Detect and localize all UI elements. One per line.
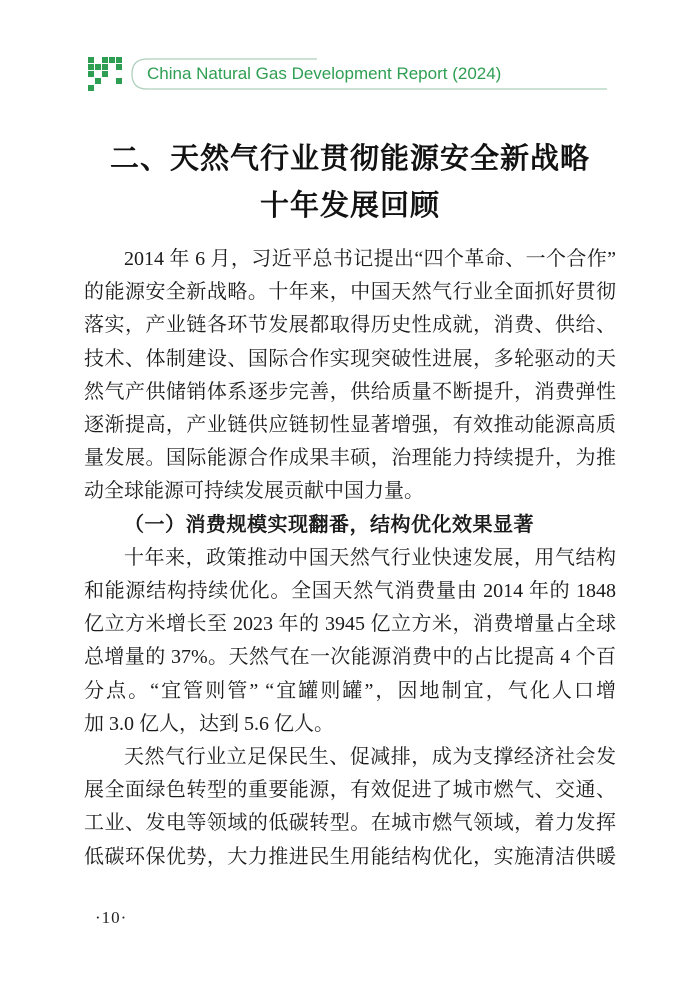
logo-pixel [102, 64, 108, 70]
chapter-title-line2: 十年发展回顾 [259, 190, 440, 222]
text-line: 动全球能源可持续发展贡献中国力量。 [84, 480, 424, 503]
text-line: 然气产供储销体系逐步完善，供给质量不断提升，消费弹性 [84, 380, 616, 403]
logo-pixel-empty [95, 57, 101, 63]
logo-pixel-empty [95, 85, 101, 91]
logo-pixel [88, 57, 94, 63]
body-text [84, 243, 616, 874]
logo-pixel [88, 71, 94, 77]
logo-pixel [95, 64, 101, 70]
logo-pixel [102, 71, 108, 77]
logo-pixel [88, 85, 94, 91]
text-line: 的能源安全新战略。十年来，中国天然气行业全面抓好贯彻 [84, 281, 616, 304]
text-line: 逐渐提高，产业链供应链韧性显著增强，有效推动能源高质 [84, 414, 616, 437]
text-line: 落实，产业链各环节发展都取得历史性成就，消费、供给、 [84, 314, 616, 337]
report-title: China Natural Gas Development Report (2024) [147, 64, 502, 83]
logo-pixel-empty [116, 85, 122, 91]
logo-pixel-empty [102, 78, 108, 84]
text-line: 加 3.0 亿人，达到 5.6 亿人。 [84, 712, 334, 735]
text-line: 低碳环保优势，大力推进民生用能结构优化，实施清洁供暖 [84, 845, 616, 868]
logo-pixel [109, 57, 115, 63]
logo-pixel [116, 78, 122, 84]
text-line: 亿立方米增长至 2023 年的 3945 亿立方米，消费增量占全球 [84, 613, 616, 636]
logo-pixel [88, 64, 94, 70]
logo-pixel-empty [109, 71, 115, 77]
logo-pixel-empty [109, 85, 115, 91]
logo-pixel-empty [116, 71, 122, 77]
logo-pixel-empty [102, 85, 108, 91]
text-line: 和能源结构持续优化。全国天然气消费量由 2014 年的 1848 [84, 580, 616, 603]
chapter-title-line1: 二、天然气行业贯彻能源安全新战略 [109, 143, 590, 175]
header-title-capsule [131, 58, 623, 90]
paragraph-1 [84, 243, 616, 509]
text-line: 分点。“宜管则管” “宜罐则罐”，因地制宜，气化人口增 [84, 679, 616, 702]
page-number: ·10· [95, 908, 128, 927]
text-line: 天然气行业立足保民生、促减排，成为支撑经济社会发 [124, 746, 616, 769]
logo-pixel [102, 57, 108, 63]
paragraph-2 [84, 542, 616, 741]
logo-pixel-empty [109, 78, 115, 84]
logo-pixel [116, 57, 122, 63]
text-line: 技术、体制建设、国际合作实现突破性进展，多轮驱动的天 [84, 347, 616, 370]
text-line: 2014 年 6 月，习近平总书记提出“四个革命、一个合作” [124, 248, 616, 270]
logo-pixel [95, 78, 101, 84]
text-line: 总增量的 37%。天然气在一次能源消费中的占比提高 4 个百 [84, 646, 616, 669]
text-line: 量发展。国际能源合作成果丰硕，治理能力持续提升，为推 [84, 447, 616, 470]
text-line: 十年来，政策推动中国天然气行业快速发展，用气结构 [124, 546, 616, 569]
chapter-title [0, 136, 700, 230]
page-header [88, 57, 623, 91]
text-line: 展全面绿色转型的重要能源，有效促进了城市燃气、交通、 [84, 779, 616, 802]
section-subheading: （一）消费规模实现翻番，结构优化效果显著 [124, 513, 534, 536]
logo-pixel-empty [109, 64, 115, 70]
paragraph-3 [84, 741, 616, 874]
text-line: 工业、发电等领域的低碳转型。在城市燃气领域，着力发挥 [84, 812, 616, 835]
mosaic-logo-icon [88, 57, 122, 91]
logo-pixel [116, 64, 122, 70]
logo-pixel-empty [88, 78, 94, 84]
logo-pixel-empty [95, 71, 101, 77]
